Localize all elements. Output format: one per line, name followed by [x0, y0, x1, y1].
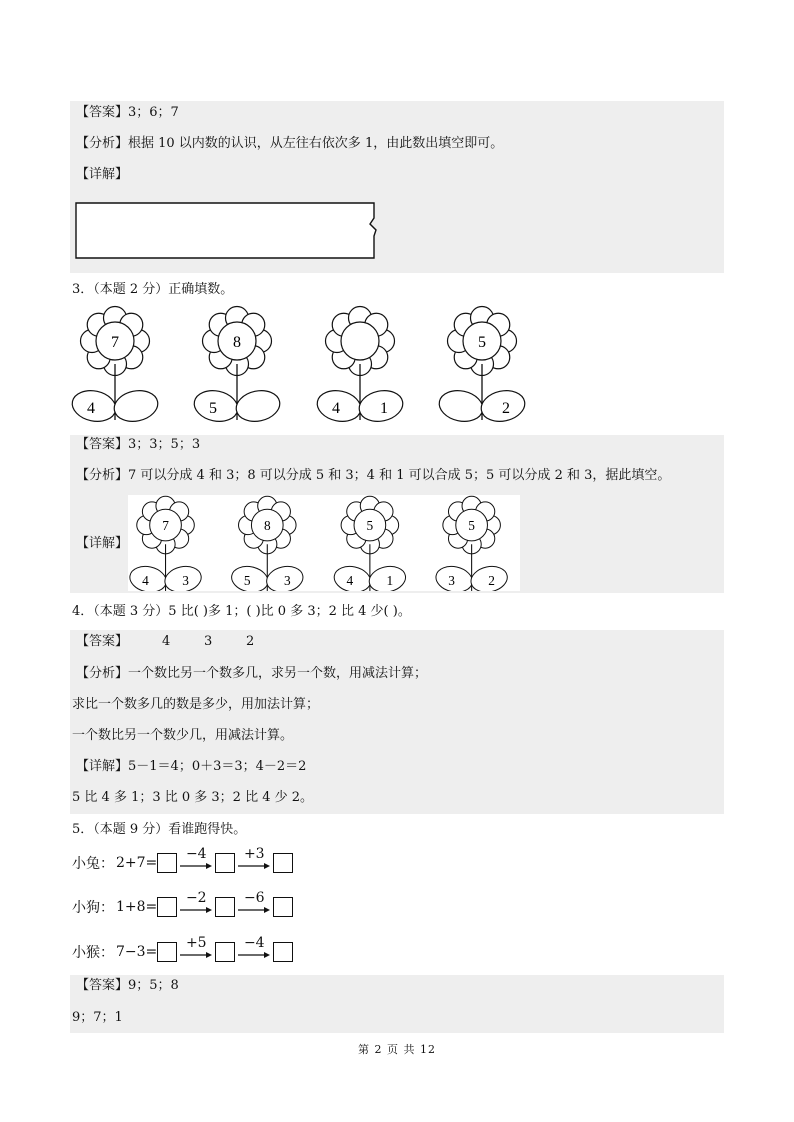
- flower-right-number: 3: [283, 573, 291, 589]
- op-label: +3: [243, 846, 265, 862]
- q2-analysis: 【分析】根据 10 以内数的认识，从左往右依次多 1，由此数出填空即可。: [76, 136, 504, 151]
- flower-left-number: 3: [448, 573, 455, 589]
- flower-left-number: 5: [209, 400, 217, 417]
- q2-detail-label: 【详解】: [76, 167, 129, 182]
- row-expr: 2+7=: [116, 855, 158, 871]
- row-name: 小猴：: [72, 945, 114, 961]
- flower-center-number: 8: [263, 518, 271, 534]
- q5-answer-1: 【答案】9；5；8: [76, 978, 179, 993]
- q4-analysis-2: 求比一个数多几的数是多少，用加法计算；: [72, 697, 320, 712]
- op-label: +5: [185, 935, 207, 951]
- flower-4: [434, 496, 510, 591]
- q3-detail-flowers: [128, 495, 520, 591]
- flower-center-number: 7: [111, 334, 119, 351]
- q3-question: 3．（本题 2 分）正确填数。: [72, 282, 234, 297]
- flower-right-number: 2: [488, 573, 495, 589]
- q5-row-dog: [72, 890, 293, 918]
- q4-answer-value-1: 4: [162, 634, 171, 649]
- q4-detail-1: 【详解】5－1＝4；0＋3＝3；4－2＝2: [76, 759, 307, 774]
- ruler-figure: [74, 200, 380, 262]
- answer-box[interactable]: [157, 897, 177, 917]
- operation-arrow: [237, 890, 271, 918]
- flower-right-number: 2: [502, 400, 510, 417]
- q5-question: 5．（本题 9 分）看谁跑得快。: [72, 822, 247, 837]
- row-expr: 7−3=: [116, 944, 158, 960]
- flower-right-number: 3: [182, 573, 189, 589]
- q4-answer-label: 【答案】: [76, 634, 129, 649]
- operation-arrow: [179, 890, 213, 918]
- flower-left-number: 4: [142, 573, 149, 589]
- operation-arrow: [237, 846, 271, 874]
- flower-left-number: 4: [346, 573, 354, 589]
- answer-box[interactable]: [273, 942, 293, 962]
- op-label: −6: [243, 890, 265, 906]
- q5-row-monkey: [72, 935, 293, 963]
- page-footer: 第 2 页 共 12: [358, 1043, 436, 1056]
- flower-1: [128, 496, 204, 591]
- flower-3: [314, 307, 405, 426]
- q3-analysis: 【分析】7 可以分成 4 和 3；8 可以分成 5 和 3；4 和 1 可以合成 5；5 可以分成 2 和 3，据此填空。: [76, 468, 671, 483]
- q4-analysis-3: 一个数比另一个数少几，用减法计算。: [72, 728, 294, 743]
- answer-box[interactable]: [215, 942, 235, 962]
- flower-right-number: 1: [386, 573, 394, 589]
- flower-1: [70, 307, 161, 426]
- op-label: −2: [185, 890, 207, 906]
- operation-arrow: [179, 846, 213, 874]
- flower-center: [341, 322, 379, 360]
- ruler-outline: [76, 203, 376, 258]
- q4-question: 4．（本题 3 分）5 比( )多 1；( )比 0 多 3；2 比 4 少( )。: [72, 604, 411, 619]
- flower-right-number: 1: [380, 400, 388, 417]
- flower-left-number: 5: [243, 573, 251, 589]
- q3-flowers: [70, 305, 540, 427]
- answer-box[interactable]: [273, 897, 293, 917]
- q3-answer: 【答案】3；3；5；3: [76, 437, 201, 452]
- op-label: −4: [185, 846, 207, 862]
- answer-box[interactable]: [215, 897, 235, 917]
- flower-2: [229, 496, 305, 591]
- flower-center-number: 5: [366, 518, 374, 534]
- answer-box[interactable]: [215, 853, 235, 873]
- op-label: −4: [243, 935, 265, 951]
- q2-answer: 【答案】3；6；7: [76, 105, 179, 120]
- q5-answer-2: 9；7；1: [72, 1010, 123, 1025]
- flower-2: [191, 307, 282, 426]
- q3-detail-label: 【详解】: [76, 536, 129, 551]
- q4-answer-value-3: 2: [246, 634, 255, 649]
- flower-3: [332, 496, 408, 591]
- answer-box[interactable]: [273, 853, 293, 873]
- answer-box[interactable]: [157, 942, 177, 962]
- answer-block-q4: [70, 630, 724, 814]
- flower-center-number: 5: [468, 518, 475, 534]
- operation-arrow: [237, 935, 271, 963]
- flower-center-number: 8: [233, 334, 241, 351]
- row-expr: 1+8=: [116, 899, 158, 915]
- flower-center-number: 7: [162, 518, 169, 534]
- flower-4: [436, 307, 527, 426]
- flower-right-leaf: [111, 387, 160, 425]
- row-name: 小狗：: [72, 900, 114, 916]
- flower-left-leaf: [436, 387, 485, 425]
- flower-left-number: 4: [332, 400, 340, 417]
- q4-detail-2: 5 比 4 多 1；3 比 0 多 3；2 比 4 少 2。: [72, 790, 314, 805]
- row-name: 小兔：: [72, 856, 114, 872]
- q5-row-rabbit: [72, 846, 293, 874]
- flower-right-leaf: [233, 387, 282, 425]
- flower-center-number: 5: [478, 334, 486, 351]
- q4-answer-value-2: 3: [204, 634, 213, 649]
- q4-analysis-1: 【分析】一个数比另一个数多几，求另一个数，用减法计算；: [76, 666, 428, 681]
- operation-arrow: [179, 935, 213, 963]
- answer-box[interactable]: [157, 853, 177, 873]
- flower-left-number: 4: [87, 400, 95, 417]
